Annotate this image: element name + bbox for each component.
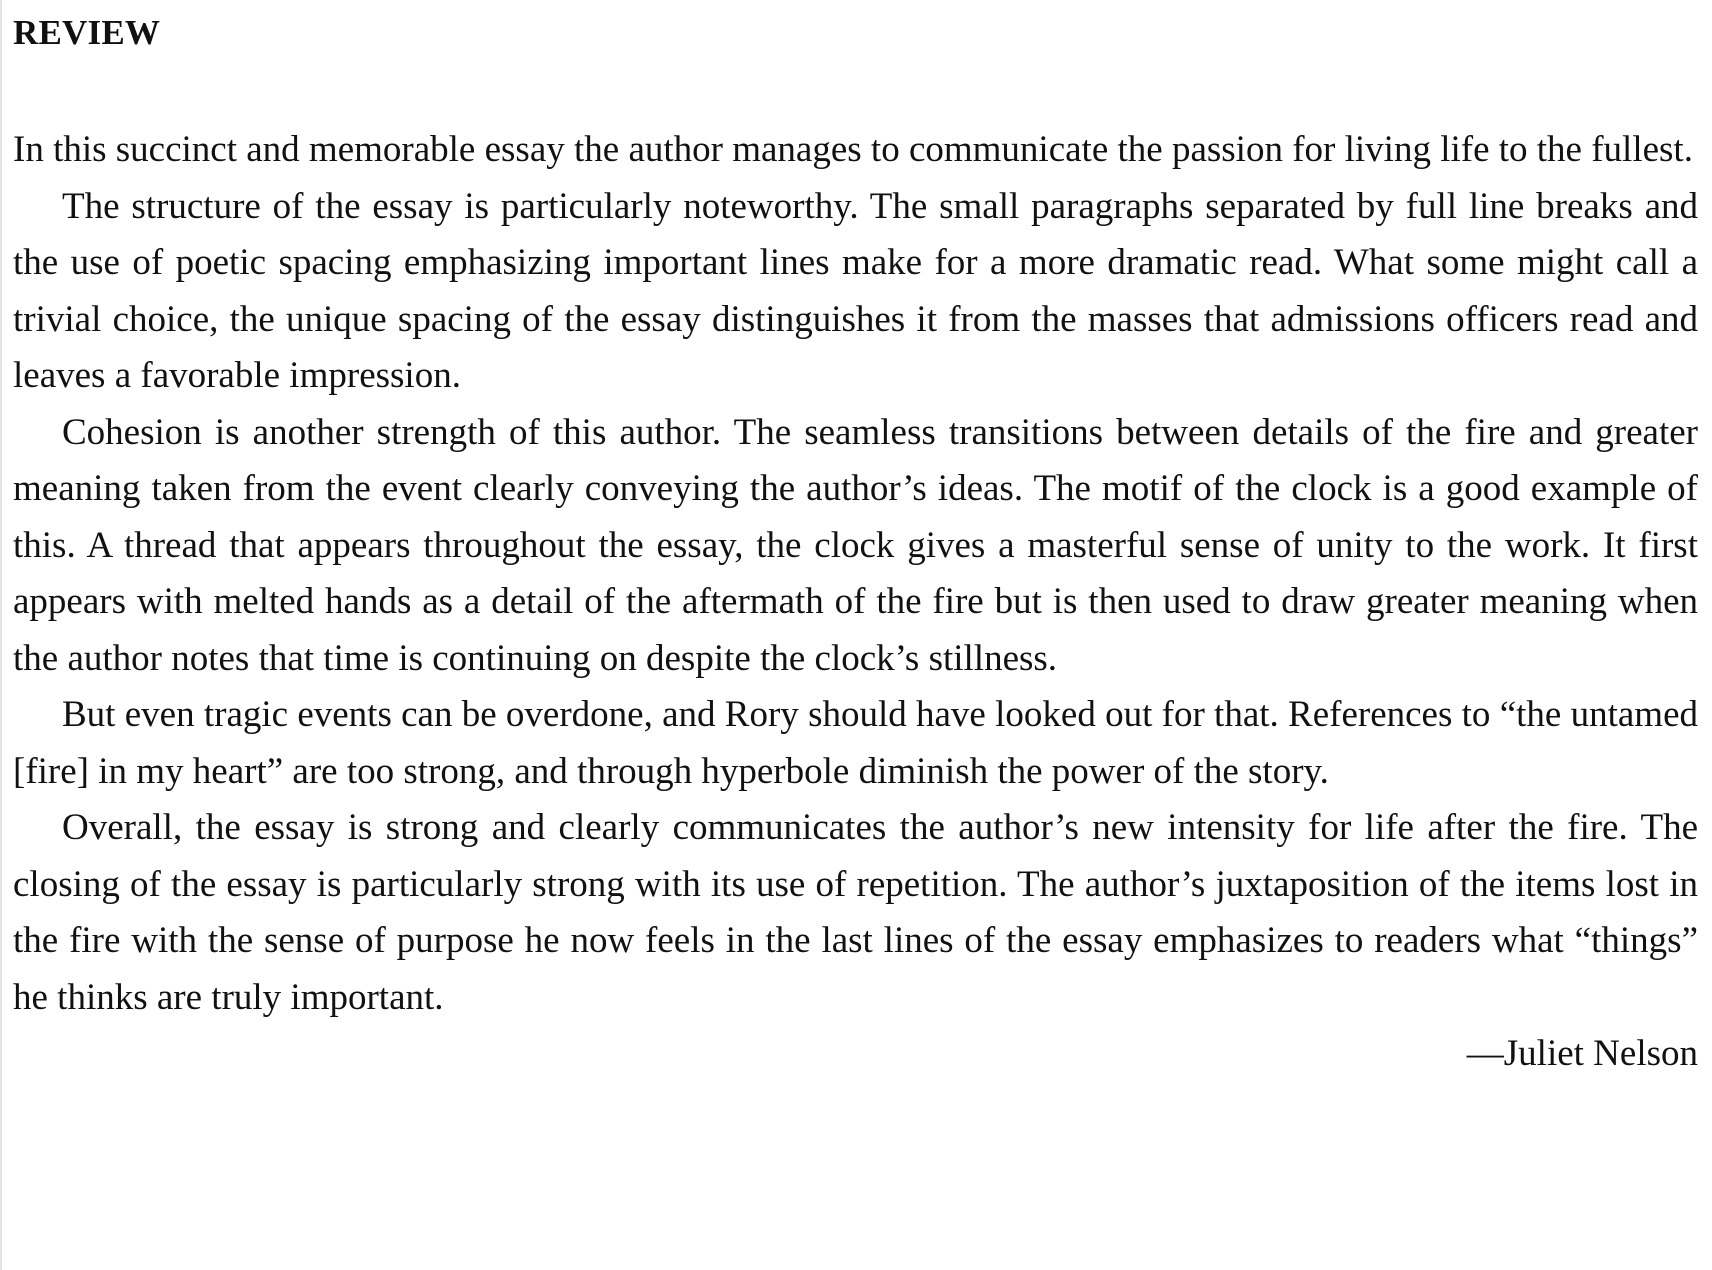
review-paragraph-cohesion: Cohesion is another strength of this author. The seamless transitions between details of the fire and greater meaning taken from the event clearly conveying the author’s ideas. The motif of the clock is a good example of this. A thread that appears throughout the essay, the clock gives a masterful sense of unity to the work. It first appears with melted hands as a detail of the aftermath of the fire but is then used to draw greater meaning when the author notes that time is continuing on despite the clock’s stillness. <box>13 411 1698 679</box>
page-left-edge <box>0 0 2 1270</box>
review-heading: REVIEW <box>13 13 161 52</box>
review-paragraph-critique: But even tragic events can be overdone, and Rory should have looked out for that. References to “the untamed [fire] in my heart” are too strong, and through hyperbole diminish the power of the story. <box>13 694 1698 792</box>
review-signature: —Juliet Nelson <box>1466 1033 1698 1074</box>
review-paragraph-intro: In this succinct and memorable essay the author manages to communicate the passion for living life to the fullest. <box>13 129 1693 170</box>
review-paragraph-overall: Overall, the essay is strong and clearly communicates the author’s new intensity for life after the fire. The closing of the essay is particularly strong with its use of repetition. The author’s juxtaposition of the items lost in the fire with the sense of purpose he now feels in the last lines of the essay emphasizes to readers what “things” he thinks are truly important. <box>13 807 1698 1018</box>
review-paragraph-structure: The structure of the essay is particularly noteworthy. The small paragraphs separated by full line breaks and the use of poetic spacing emphasizing important lines make for a more dramatic read. What some might call a trivial choice, the unique spacing of the essay distinguishes it from the masses that admissions officers read and leaves a favorable impression. <box>13 185 1698 396</box>
